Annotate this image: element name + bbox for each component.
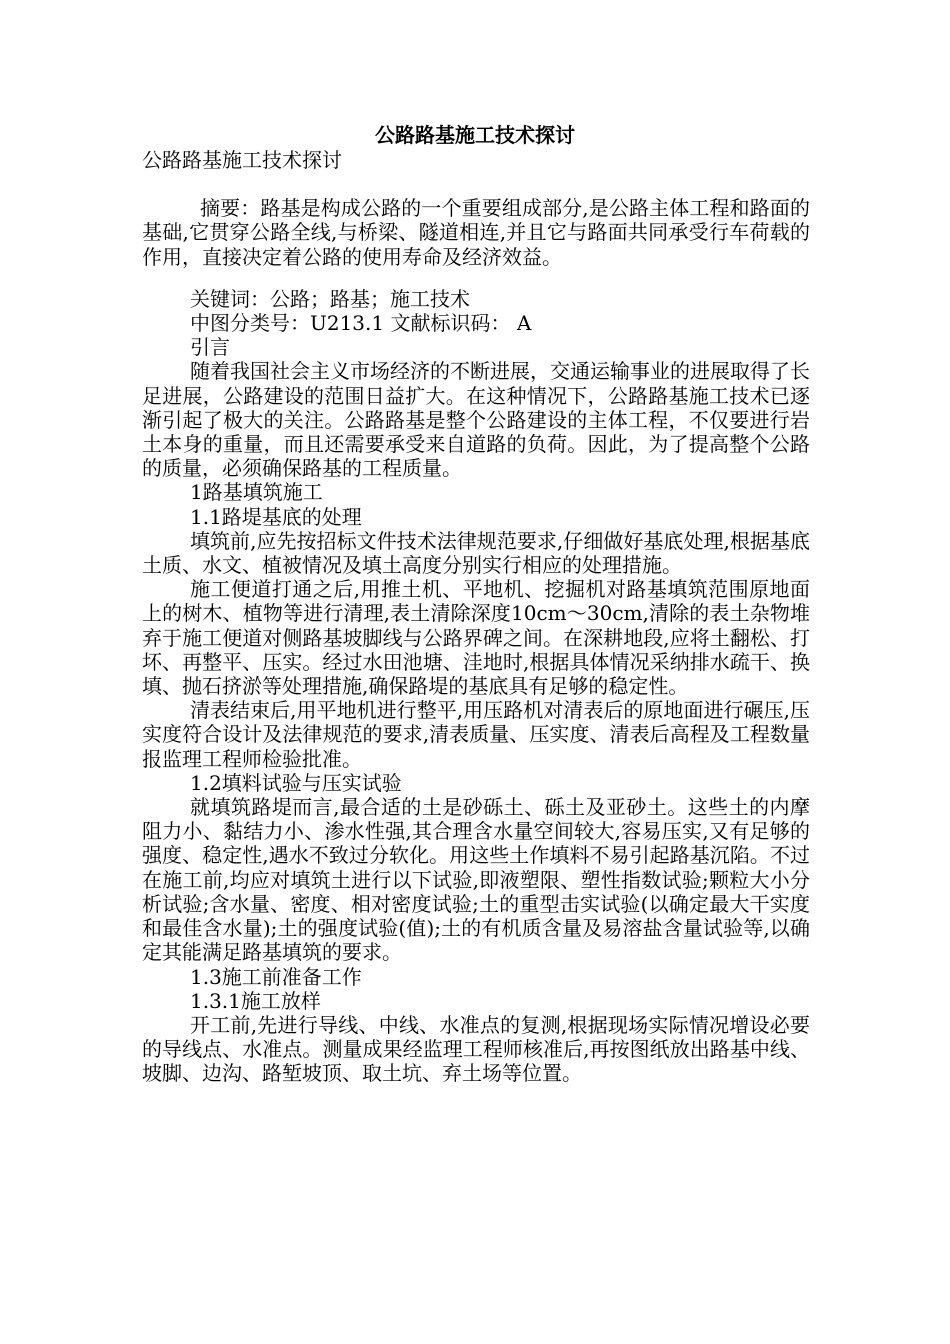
section-heading: 1路基填筑施工	[190, 480, 323, 505]
body-paragraph: 就填筑路堤而言,最合适的土是砂砾土、砾土及亚砂土。这些土的内摩阻力小、黏结力小、渗水性强,其合理含水量空间较大,容易压实,又有足够的强度、稳定性,遇水不致过分软化。用这些土作填料不易引起路基沉陷。不过在施工前,均应对填筑土进行以下试验,即液塑限、塑性指数试验;颗粒大小分析试验;含水量、密度、相对密度试验;土的重型击实试验(以确定最大干实度和最佳含水量);土的强度试验(值);土的有机质含量及易溶盐含量试验等,以确定其能满足路基填筑的要求。	[142, 795, 810, 965]
abstract-paragraph: 摘要：路基是构成公路的一个重要组成部分,是公路主体工程和路面的基础,它贯穿公路全线,与桥梁、隧道相连,并且它与路面共同承受行车荷载的作用，直接决定着公路的使用寿命及经济效益。	[142, 196, 810, 269]
document-body	[142, 148, 810, 1086]
document-subtitle: 公路路基施工技术探讨	[142, 148, 342, 172]
heading-introduction: 引言	[190, 335, 230, 360]
spacer	[142, 172, 810, 196]
body-paragraph: 填筑前,应先按招标文件技术法律规范要求,仔细做好基底处理,根据基底土质、水文、植被情况及填土高度分别实行相应的处理措施。	[142, 528, 810, 578]
document-title: 公路路基施工技术探讨	[375, 123, 575, 147]
body-paragraph: 开工前,先进行导线、中线、水准点的复测,根据现场实际情况增设必要的导线点、水准点。测量成果经监理工程师核准后,再按图纸放出路基中线、坡脚、边沟、路堑坡顶、取土坑、弃土场等位置。	[142, 1012, 810, 1086]
subsubsection-heading: 1.3.1施工放样	[190, 988, 321, 1013]
classification-line: 中图分类号：U213.1 文献标识码： A	[190, 311, 532, 336]
body-paragraph: 清表结束后,用平地机进行整平,用压路机对清表后的原地面进行碾压,压实度符合设计及法律规范的要求,清表质量、压实度、清表后高程及工程数量报监理工程师检验批准。	[142, 698, 810, 771]
subsection-heading: 1.2填料试验与压实试验	[190, 770, 402, 795]
body-paragraph: 施工便道打通之后,用推土机、平地机、挖掘机对路基填筑范围原地面上的树木、植物等进行清理,表土清除深度10cm～30cm,清除的表土杂物堆弃于施工便道对侧路基坡脚线与公路界碑之间。在深耕地段,应将土翻松、打坏、再整平、压实。经过水田池塘、洼地时,根据具体情况采纳排水疏干、换填、抛石挤淤等处理措施,确保路堤的基底具有足够的稳定性。	[142, 577, 810, 699]
subsection-heading: 1.3施工前准备工作	[190, 964, 362, 989]
keywords-line: 关键词：公路；路基；施工技术	[190, 286, 470, 311]
spacer	[142, 269, 810, 287]
body-paragraph: 随着我国社会主义市场经济的不断进展，交通运输事业的进展取得了长足进展，公路建设的范围日益扩大。在这种情况下，公路路基施工技术已逐渐引起了极大的关注。公路路基是整个公路建设的主体工程，不仅要进行岩土本身的重量，而且还需要承受来自道路的负荷。因此，为了提高整个公路的质量，必须确保路基的工程质量。	[142, 359, 810, 481]
subsection-heading: 1.1路堤基底的处理	[190, 504, 362, 529]
